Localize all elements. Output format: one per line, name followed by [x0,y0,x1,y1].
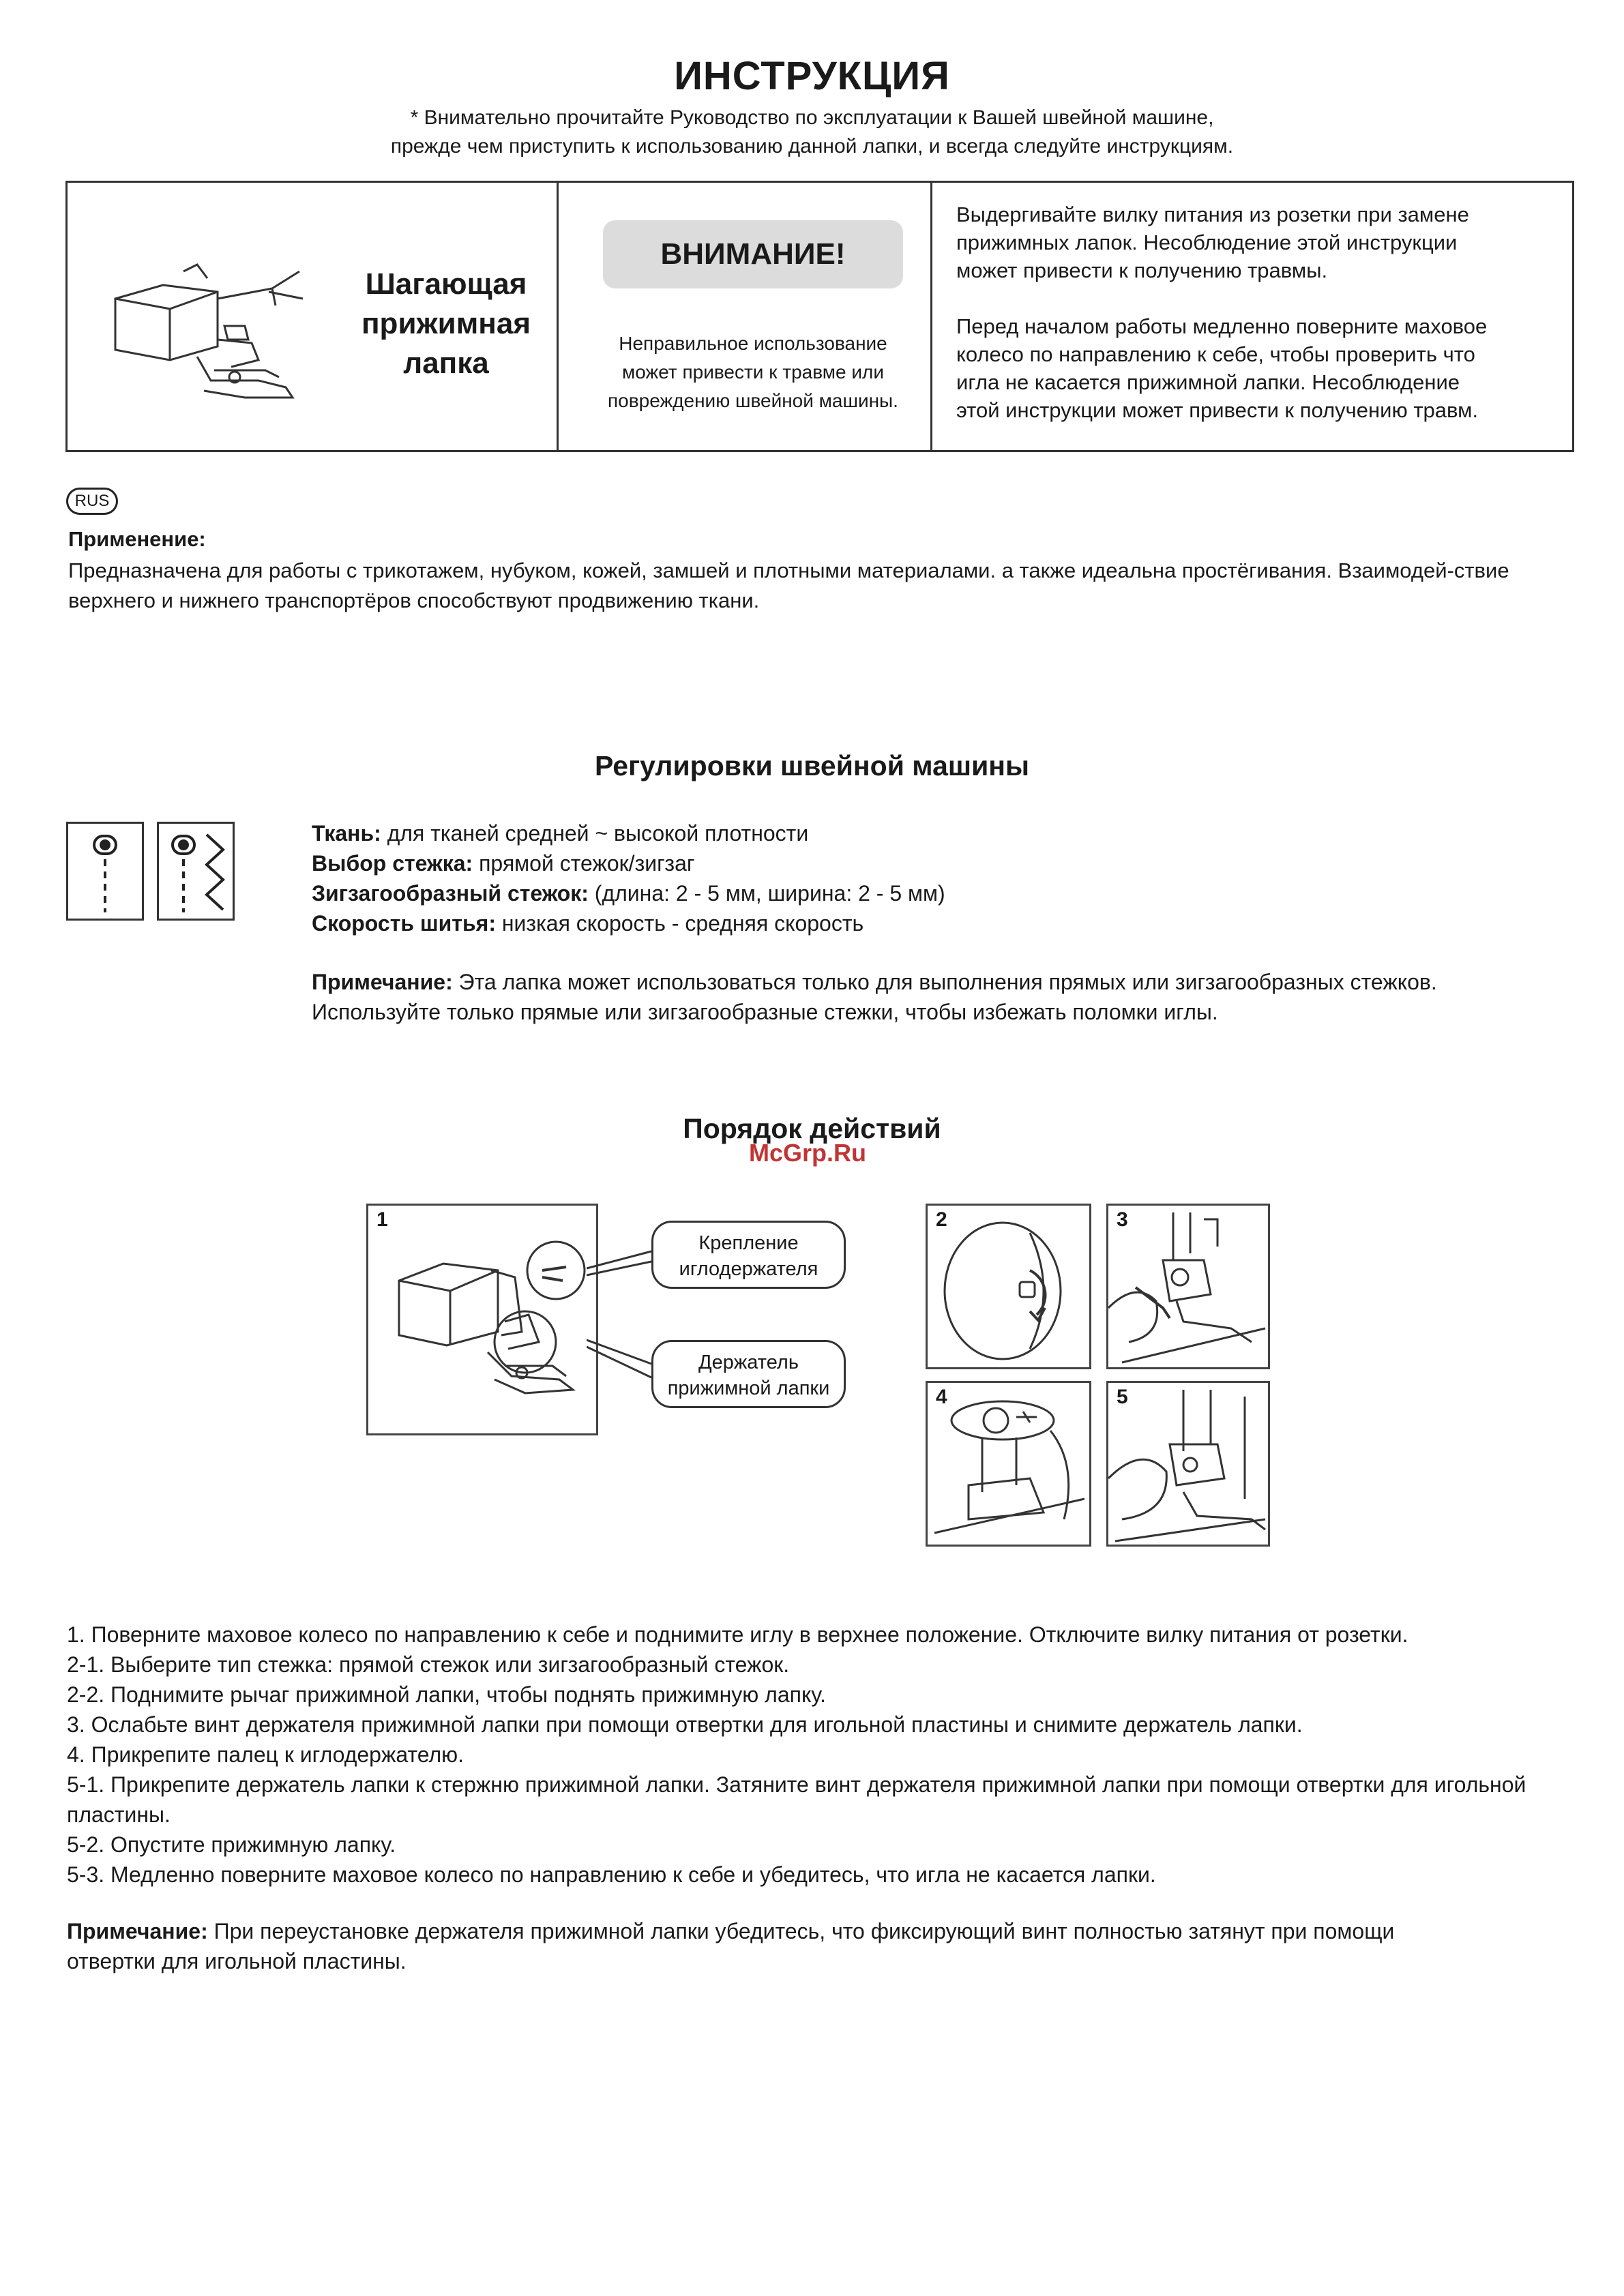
spec-label: Скорость шитья: [312,911,496,936]
note-label: Примечание: [67,1919,208,1943]
zigzag-stitch-icon [157,822,235,921]
step-item: 5-3. Медленно поверните маховое колесо по направлению к себе и убедитесь, что игла не касается лапки. [67,1862,1156,1887]
application-heading: Применение: [68,527,206,551]
subtitle-line: прежде чем приступить к использованию данной лапки, и всегда следуйте инструкциям. [390,135,1234,158]
attention-text-line: может привести к травме или [621,361,884,383]
figure-number: 5 [1117,1386,1128,1408]
foot-name-line: прижимная [361,307,531,340]
note-text: Эта лапка может использоваться только для выполнения прямых или зигзагообразных стежков. [452,970,1437,994]
warning-box [65,181,1574,452]
settings-heading: Регулировки швейной машины [594,750,1030,781]
warning-line: колесо по направлению к себе, чтобы проверить что [956,342,1475,366]
attention-text-line: повреждению швейной машины. [608,390,898,411]
warning-line: Перед началом работы медленно поверните маховое [956,314,1488,338]
callout-needle-holder [651,1221,846,1289]
application-text: Предназначена для работы с трикотажем, нубуком, кожей, замшей и плотными материалами. а также идеальна простёгивания. Взаимодей-ствие верхнего и нижнего транспортёров способствуют продвижению ткани. [68,558,1509,612]
step-item: 5-2. Опустите прижимную лапку. [67,1832,396,1857]
language-badge: RUS [66,488,118,515]
figure-4 [926,1381,1091,1547]
subtitle-line: * Внимательно прочитайте Руководство по эксплуатации к Вашей швейной машине, [410,106,1214,129]
warning-line: прижимных лапок. Несоблюдение этой инструкции [956,230,1458,254]
warning-paragraph-1 [956,200,1556,284]
walking-foot-illustration [95,224,334,408]
spec-value: низкая скорость - средняя скорость [495,911,864,936]
attention-text [572,329,934,415]
figure-number: 1 [377,1208,388,1231]
note-text: отвертки для игольной пластины. [67,1949,407,1973]
attention-text-line: Неправильное использование [619,333,887,354]
step-item: 2-1. Выберите тип стежка: прямой стежок или зигзагообразный стежок. [67,1652,790,1677]
spec-label: Выбор стежка: [312,851,473,876]
final-note [67,1916,1578,1976]
step-item: 4. Прикрепите палец к иглодержателю. [67,1742,464,1767]
note-text: При переустановке держателя прижимной лапки убедитесь, что фиксирующий винт полностью затянут при помощи [207,1919,1395,1943]
callout-line: иглодержателя [679,1258,818,1280]
callout-leader-lines [587,1221,655,1398]
spec-zigzag [312,878,945,908]
warning-paragraph-2 [956,312,1556,424]
spec-value: для тканей средней ~ высокой плотности [381,821,809,846]
foot-name [330,265,562,383]
figure-number: 4 [936,1386,947,1408]
spec-stitch [312,848,695,878]
callout-line: Крепление [698,1232,799,1254]
spec-label: Ткань: [312,821,381,846]
procedure-heading: Порядок действий [683,1113,941,1144]
figure-5 [1106,1381,1270,1547]
page-subtitle [0,104,1624,161]
figure-3 [1106,1204,1270,1369]
warning-line: этой инструкции может привести к получению травм. [956,398,1479,422]
watermark: McGrp.Ru [749,1139,867,1167]
warning-line: Выдергивайте вилку питания из розетки при замене [956,203,1469,226]
foot-name-line: Шагающая [365,267,527,301]
foot-name-line: лапка [403,346,489,380]
note-text: Используйте только прямые или зигзагообразные стежки, чтобы избежать поломки иглы. [312,1000,1218,1024]
step-item: 2-2. Поднимите рычаг прижимной лапки, чтобы поднять прижимную лапку. [67,1682,826,1707]
step-item: 1. Поверните маховое колесо по направлению к себе и поднимите иглу в верхнее положение. Отключите вилку питания от розетки. [67,1622,1408,1647]
page-title: ИНСТРУКЦИЯ [674,54,950,98]
spec-value: прямой стежок/зигзаг [473,851,695,876]
step-item: 5-1. Прикрепите держатель лапки к стержню прижимной лапки. Затяните винт держателя прижимной лапки при помощи отвертки для игольной пластины. [67,1772,1526,1827]
figure-number: 2 [936,1208,947,1231]
straight-stitch-icon [66,822,144,921]
callout-foot-holder [651,1340,846,1408]
note-label: Примечание: [312,970,453,994]
figure-1 [366,1204,598,1435]
warning-line: игла не касается прижимной лапки. Несоблюдение [956,370,1460,394]
attention-label: ВНИМАНИЕ! [603,220,903,288]
warning-line: может привести к получению травмы. [956,258,1328,282]
figure-number: 3 [1117,1208,1128,1231]
callout-line: прижимной лапки [667,1377,830,1399]
callout-line: Держатель [698,1352,799,1373]
spec-value: (длина: 2 - 5 мм, ширина: 2 - 5 мм) [588,881,945,906]
steps-list [67,1620,1578,1890]
settings-note [312,967,1437,1027]
figure-2 [926,1204,1091,1369]
spec-label: Зигзагообразный стежок: [312,881,589,906]
step-item: 3. Ослабьте винт держателя прижимной лапки при помощи отвертки для игольной пластины и снимите держатель лапки. [67,1712,1303,1737]
spec-fabric [312,818,808,848]
spec-speed [312,908,863,938]
